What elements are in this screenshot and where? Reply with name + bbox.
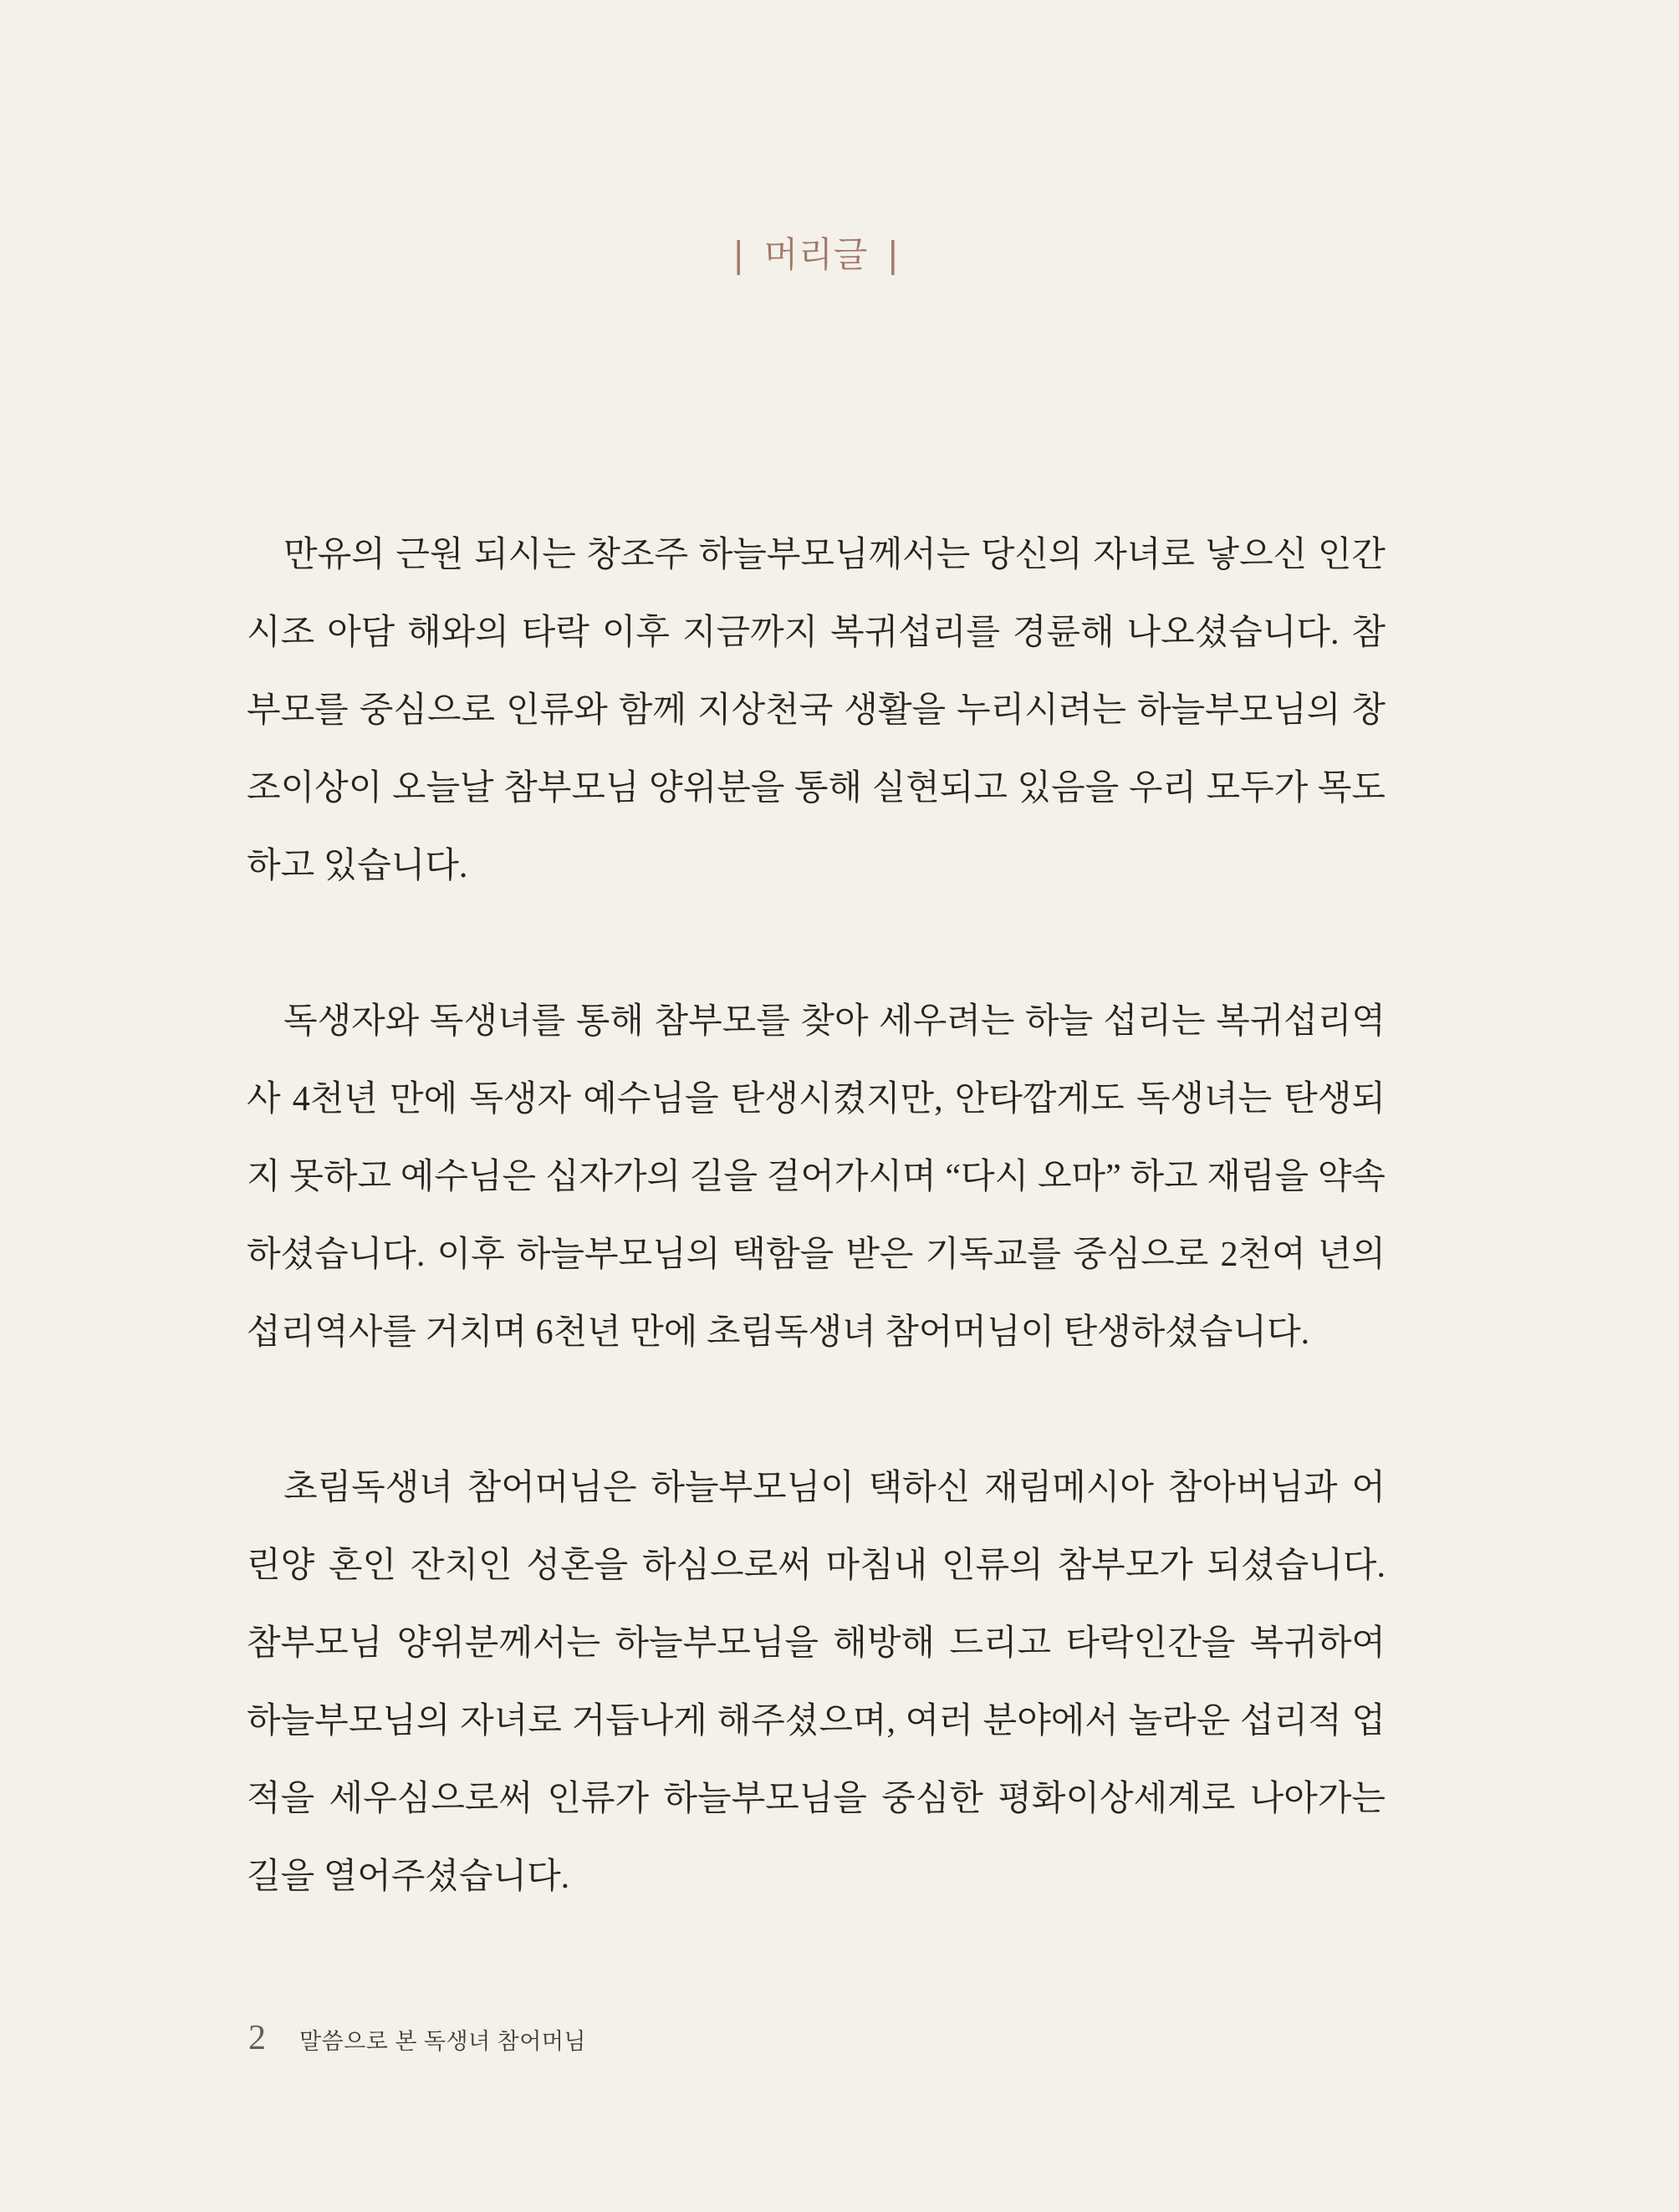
section-header (247, 227, 1386, 278)
header-right-bar: | (888, 233, 899, 276)
running-footer-title: 말씀으로 본 독생녀 참어머님 (299, 2029, 586, 2054)
paragraph-1: 만유의 근원 되시는 창조주 하늘부모님께서는 당신의 자녀로 낳으신 인간시조 아담 해와의 타락 이후 지금까지 복귀섭리를 경륜해 나오셨습니다. 참부모를 중심으로 인류와 함께 지상천국 생활을 누리시려는 하늘부모님의 창조이상이 오늘날 참부모님 양위분을 통해 실현되고 있음을 우리 모두가 목도하고 있습니다. (247, 536, 1386, 885)
body-text (247, 517, 1386, 1916)
header-left-bar: | (733, 233, 744, 276)
paragraph-2: 독생자와 독생녀를 통해 참부모를 찾아 세우려는 하늘 섭리는 복귀섭리역사 4천년 만에 독생자 예수님을 탄생시켰지만, 안타깝게도 독생녀는 탄생되지 못하고 예수님은 십자가의 길을 걸어가시며 “다시 오마” 하고 재림을 약속하셨습니다. 이후 하늘부모님의 택함을 받은 기독교를 중심으로 2천여 년의 섭리역사를 거치며 6천년 만에 초림독생녀 참어머님이 탄생하셨습니다. (247, 1002, 1386, 1352)
paragraph-3: 초림독생녀 참어머님은 하늘부모님이 택하신 재림메시아 참아버님과 어린양 혼인 잔치인 성혼을 하심으로써 마침내 인류의 참부모가 되셨습니다. 참부모님 양위분께서는 하늘부모님을 해방해 드리고 타락인간을 복귀하여 하늘부모님의 자녀로 거듭나게 해주셨으며, 여러 분야에서 놀라운 섭리적 업적을 세우심으로써 인류가 하늘부모님을 중심한 평화이상세계로 나아가는 길을 열어주셨습니다. (247, 1469, 1386, 1896)
page-heading: 머리글 (763, 235, 869, 274)
page-number: 2 (248, 2019, 266, 2057)
page-footer (248, 2018, 586, 2058)
